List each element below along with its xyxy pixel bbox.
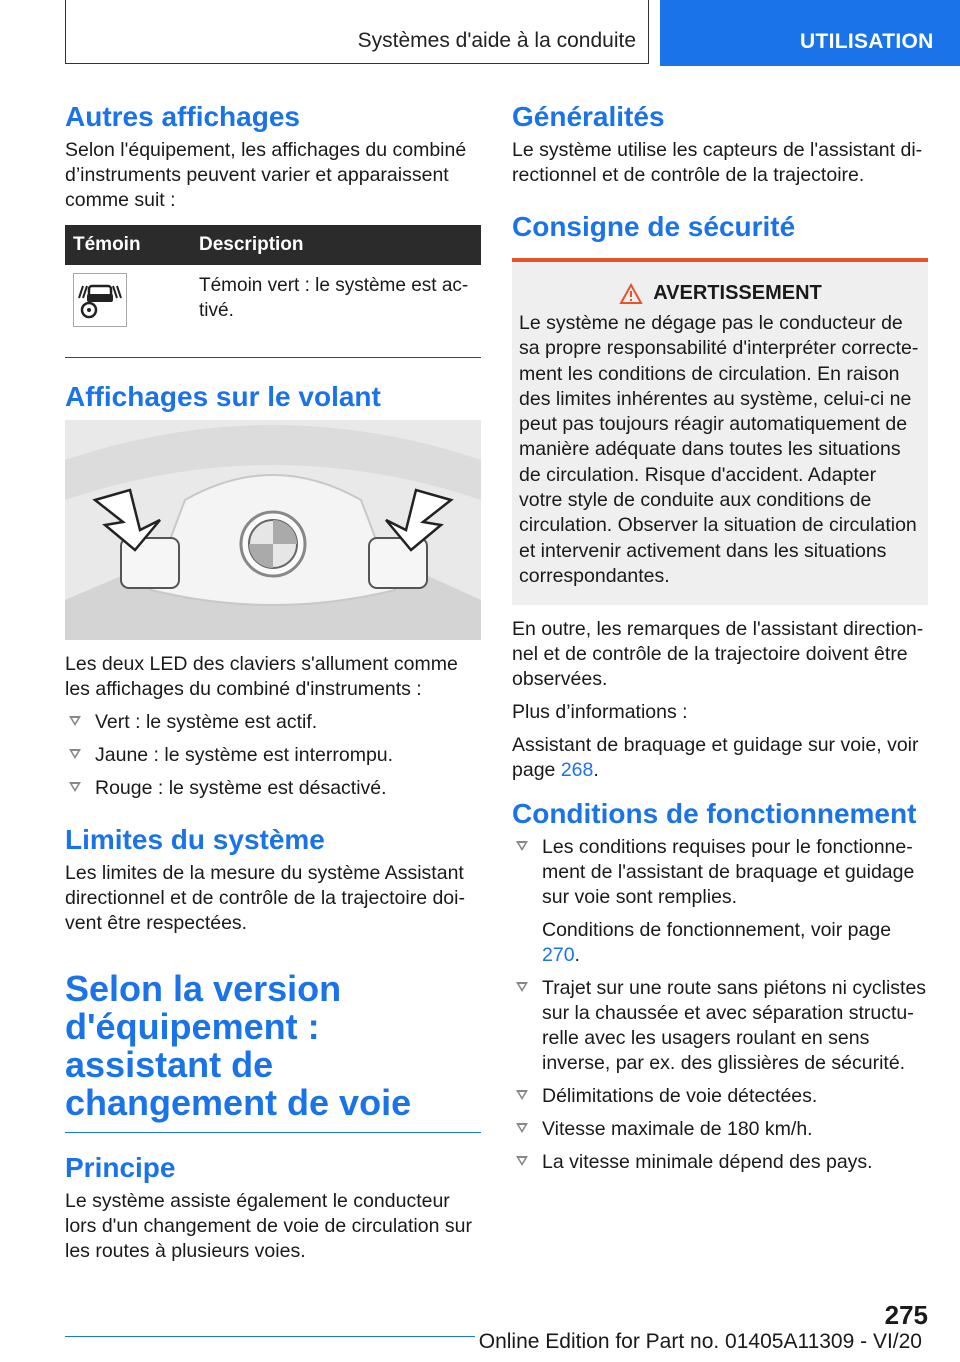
bullet-triangle-icon: [69, 749, 81, 759]
conditions-list: [512, 835, 928, 1175]
para-braquage: Assistant de braquage et guidage sur voie, voir page 268.: [512, 734, 919, 782]
lane-assist-indicator-icon: [73, 273, 127, 327]
para-principe: Le système assiste également le conducteur lors d'un changement de voie de circulation sur les routes à plusieurs voies.: [65, 1190, 472, 1262]
table-row-description: Témoin vert : le système est activé.: [199, 275, 469, 321]
para-generalites: Le système utilise les capteurs de l'assistant directionnel et de contrôle de la trajectoire.: [512, 139, 923, 186]
steering-wheel-image: [65, 420, 481, 640]
warning-triangle-icon: [619, 283, 643, 305]
page-number: 275: [884, 1300, 928, 1330]
list-item: Délimitations de voie détectées.: [512, 1084, 928, 1109]
warning-text: Le système ne dégage pas le conducteur de sa propre responsabilité d'interpréter correctement les conditions de circulation. En raison des limites inhérentes au système, celui-ci ne peut pas toujours réagir automatiquement de manière adéquate dans toutes les situations de circulation. Risque d'accident. Adapter votre style de conduite aux conditions de circulation. Observer la situation de circulation et intervenir activement dans les situations correspondantes.: [519, 312, 919, 587]
para-limites: Les limites de la mesure du système Assistant directionnel et de contrôle de la trajectoire doivent être respectées.: [65, 862, 465, 934]
edition-text: Online Edition for Part no. 01405A11309 - VI/20: [475, 1330, 922, 1354]
para-infos: Plus d’informations :: [512, 701, 688, 724]
heading-autres-affichages: Autres affichages: [65, 101, 300, 132]
led-list: [65, 710, 481, 801]
section-title: Systèmes d'aide à la conduite: [357, 29, 636, 52]
chapter-tab: [660, 0, 960, 66]
indicator-table: [65, 225, 481, 358]
list-item: Les conditions requises pour le fonctionnement de l'assistant de braquage et guidage sur voie sont remplies. Conditions de fonctionnement, voir page 270.: [512, 835, 928, 968]
heading-generalites: Généralités: [512, 101, 665, 132]
list-item: Vitesse maximale de 180 km/h.: [512, 1117, 928, 1142]
bullet-triangle-icon: [69, 782, 81, 792]
left-column: [65, 100, 481, 1272]
section-tab: [65, 0, 649, 64]
heading-version: Selon la version d'équipement : assistant de changement de voie: [65, 968, 412, 1123]
page-header: [0, 0, 960, 66]
warning-title: AVERTISSEMENT: [519, 282, 922, 305]
table-header-description: Description: [191, 225, 481, 265]
warning-box: [512, 258, 928, 605]
right-column: [512, 100, 928, 1183]
bullet-triangle-icon: [69, 716, 81, 726]
cond-sub: Conditions de fonctionnement, voir page 270.: [542, 919, 892, 967]
chapter-title: UTILISATION: [800, 30, 934, 53]
heading-principe: Principe: [65, 1152, 176, 1183]
link-page-268[interactable]: 268: [560, 759, 594, 782]
bullet-triangle-icon: [516, 841, 528, 851]
list-item: Vert : le système est actif.: [65, 710, 481, 735]
bullet-triangle-icon: [516, 1156, 528, 1166]
bullet-triangle-icon: [516, 1090, 528, 1100]
para-remarques: En outre, les remarques de l'assistant directionnel et de contrôle de la trajectoire doivent être observées.: [512, 618, 924, 691]
list-item: Rouge : le système est désactivé.: [65, 776, 481, 801]
link-page-270[interactable]: 270: [542, 944, 575, 967]
bullet-triangle-icon: [516, 982, 528, 992]
heading-consigne: Consigne de sécurité: [512, 211, 796, 242]
heading-limites: Limites du système: [65, 824, 325, 855]
heading-affichages-volant: Affichages sur le volant: [65, 381, 381, 412]
list-item: Trajet sur une route sans piétons ni cyclistes sur la chaussée et avec séparation structurelle avec les usagers roulant en sens inverse, par ex. des glissières de sécurité.: [512, 976, 928, 1076]
list-item: La vitesse minimale dépend des pays.: [512, 1150, 928, 1175]
bullet-triangle-icon: [516, 1123, 528, 1133]
heading-conditions: Conditions de fonctionnement: [512, 798, 917, 830]
table-header-temoin: Témoin: [65, 225, 191, 265]
section-divider: [65, 1132, 481, 1133]
table-row: [65, 265, 481, 358]
para-autres-affichages: Selon l'équipement, les affichages du combiné d’instruments peuvent varier et apparaissent comme suit :: [65, 139, 467, 211]
para-led: Les deux LED des claviers s'allument comme les affichages du combiné d'instruments :: [65, 653, 458, 700]
list-item: Jaune : le système est interrompu.: [65, 743, 481, 768]
